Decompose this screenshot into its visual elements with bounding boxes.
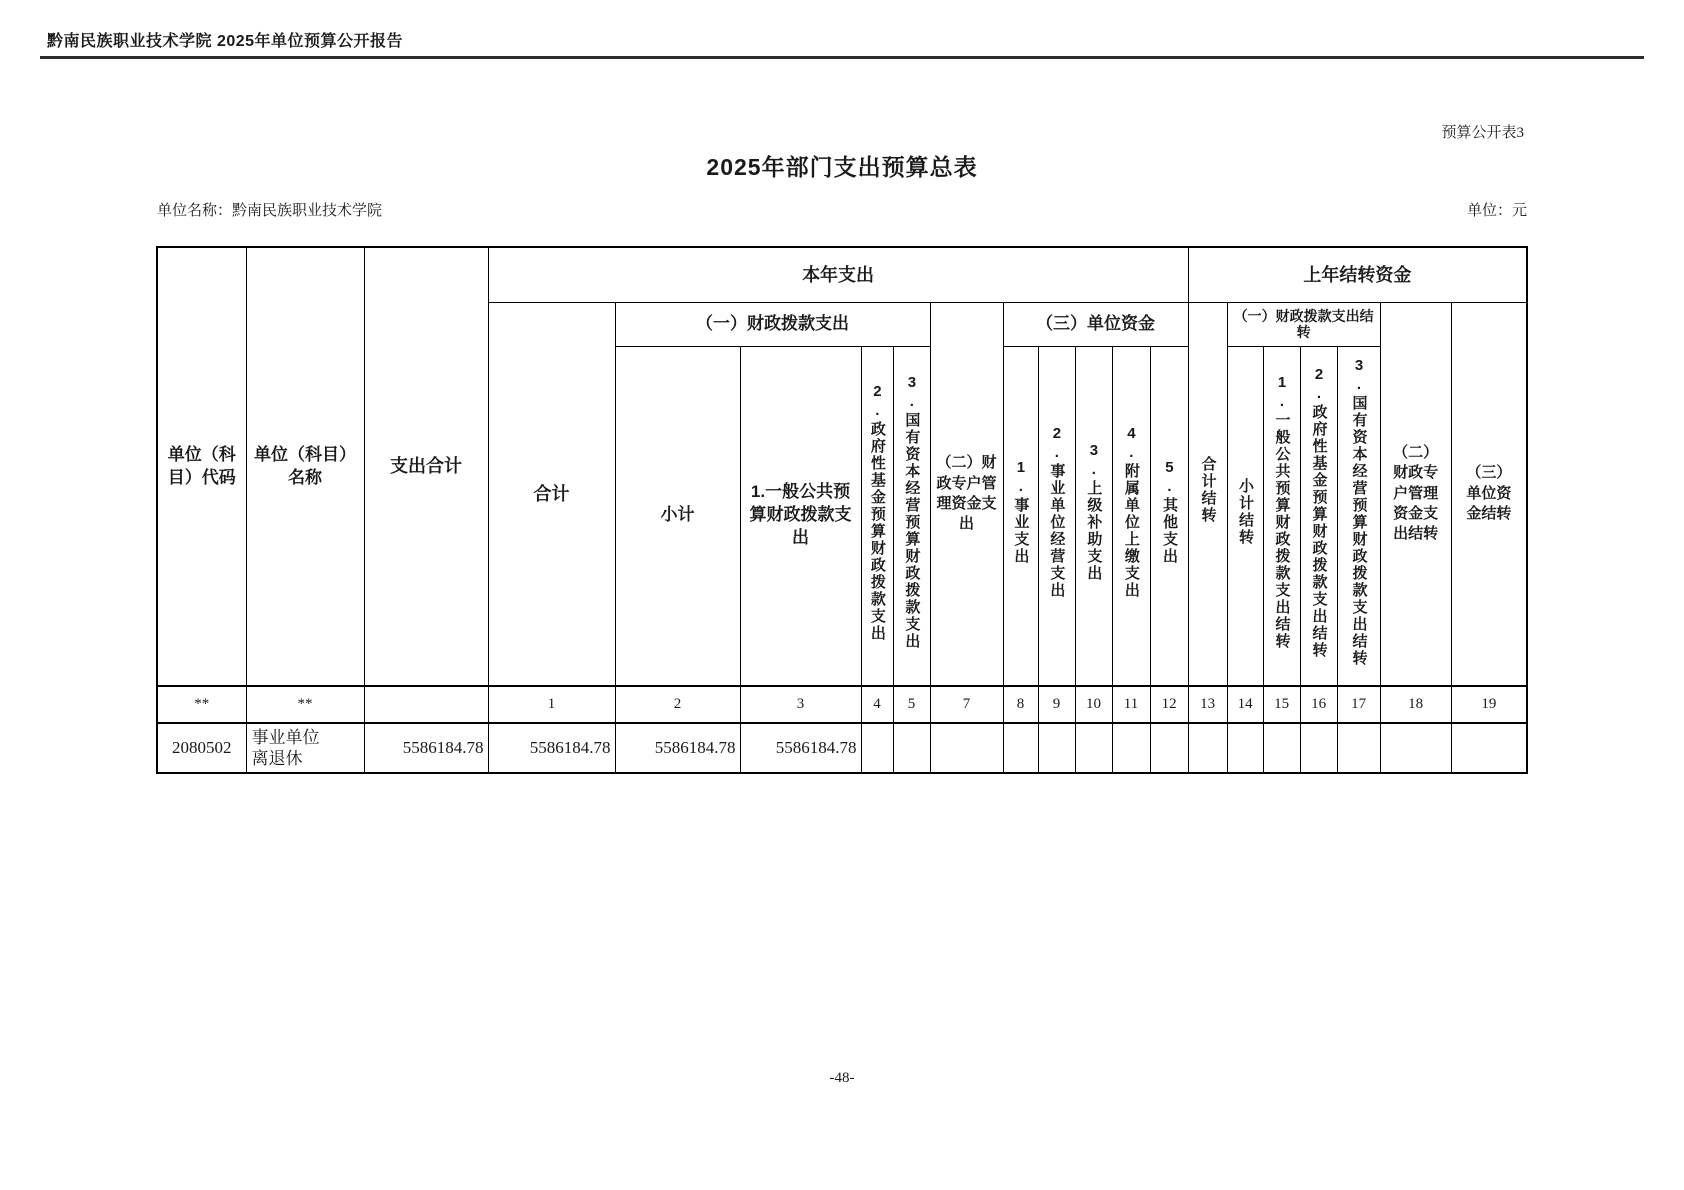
header-cy-gov-fund: 2.政府性基金预算财政拨款支出 [861, 346, 893, 686]
unit-of-measure-label: 单位：元 [1466, 203, 1527, 219]
cell-co-state-capital [1337, 723, 1380, 773]
header-cy-fiscal-group: （一）财政拨款支出 [615, 302, 930, 346]
budget-table [156, 246, 1528, 774]
number-cell: 3 [740, 686, 861, 723]
header-cy-unit-group: （三）单位资金 [1003, 302, 1188, 346]
header-cy-unit-business: 1.事业支出 [1003, 346, 1038, 686]
header-cy-subtotal: 小计 [615, 346, 740, 686]
cell-co-gov-fund [1300, 723, 1337, 773]
header-co-general: 1.一般公共预算财政拨款支出结转 [1263, 346, 1300, 686]
header-co-gov-fund: 2.政府性基金预算财政拨款支出结转 [1300, 346, 1337, 686]
column-number-row [157, 686, 1527, 723]
number-cell: 5 [893, 686, 930, 723]
cell-cy-gov-fund [861, 723, 893, 773]
header-expense-total: 支出合计 [364, 247, 488, 686]
cell-cy-total: 5586184.78 [488, 723, 615, 773]
header-carryover-group: 上年结转资金 [1188, 247, 1527, 302]
cell-unit-code: 2080502 [157, 723, 246, 773]
cell-cy-unit-other [1150, 723, 1188, 773]
cell-co-unit [1451, 723, 1527, 773]
number-cell: 1 [488, 686, 615, 723]
header-co-total: 合计结转 [1188, 302, 1227, 686]
header-co-unit: （三）单位资金结转 [1451, 302, 1527, 686]
number-cell: 15 [1263, 686, 1300, 723]
header-cy-unit-superior: 3.上级补助支出 [1075, 346, 1112, 686]
cell-cy-general: 5586184.78 [740, 723, 861, 773]
cell-cy-special-account [930, 723, 1003, 773]
header-co-subtotal: 小计结转 [1227, 346, 1263, 686]
header-current-year-group: 本年支出 [488, 247, 1188, 302]
number-cell: 13 [1188, 686, 1227, 723]
header-cy-special-account: （二）财政专户管理资金支出 [930, 302, 1003, 686]
page-title: 2025年部门支出预算总表 [706, 154, 978, 180]
header-cy-unit-other: 5.其他支出 [1150, 346, 1188, 686]
header-cy-state-capital: 3.国有资本经营预算财政拨款支出 [893, 346, 930, 686]
header-unit-code: 单位（科目）代码 [157, 247, 246, 686]
header-cy-unit-operation: 2.事业单位经营支出 [1038, 346, 1075, 686]
number-cell: ** [157, 686, 246, 723]
number-cell: 11 [1112, 686, 1150, 723]
unit-line [157, 199, 1527, 220]
cell-cy-unit-business [1003, 723, 1038, 773]
cell-co-general [1263, 723, 1300, 773]
number-cell: 12 [1150, 686, 1188, 723]
number-cell: 10 [1075, 686, 1112, 723]
header-cy-general: 1.一般公共预算财政拨款支出 [740, 346, 861, 686]
cell-cy-subtotal: 5586184.78 [615, 723, 740, 773]
header-cy-total: 合计 [488, 302, 615, 686]
cell-co-subtotal [1227, 723, 1263, 773]
number-cell: 4 [861, 686, 893, 723]
header-divider [40, 56, 1644, 59]
cell-co-special-account [1380, 723, 1451, 773]
budget-table-wrapper [156, 246, 1528, 774]
number-cell: 18 [1380, 686, 1451, 723]
number-cell: 19 [1451, 686, 1527, 723]
number-cell [364, 686, 488, 723]
cell-co-total [1188, 723, 1227, 773]
sheet-label: 预算公开表3 [1441, 125, 1524, 141]
header-cy-unit-affiliate: 4.附属单位上缴支出 [1112, 346, 1150, 686]
header-co-state-capital: 3.国有资本经营预算财政拨款支出结转 [1337, 346, 1380, 686]
document-header-note: 黔南民族职业技术学院 2025年单位预算公开报告 [47, 33, 404, 50]
header-co-fiscal-group: （一）财政拨款支出结转 [1227, 302, 1380, 346]
unit-name-label: 单位名称：黔南民族职业技术学院 [157, 203, 383, 219]
cell-unit-name: 事业单位离退休 [246, 723, 364, 773]
page-number: -48- [829, 1070, 855, 1086]
cell-expense-total: 5586184.78 [364, 723, 488, 773]
cell-cy-state-capital [893, 723, 930, 773]
number-cell: 7 [930, 686, 1003, 723]
number-cell: 9 [1038, 686, 1075, 723]
header-co-special-account: （二）财政专户管理资金支出结转 [1380, 302, 1451, 686]
number-cell: 14 [1227, 686, 1263, 723]
number-cell: 8 [1003, 686, 1038, 723]
number-cell: ** [246, 686, 364, 723]
cell-cy-unit-operation [1038, 723, 1075, 773]
number-cell: 16 [1300, 686, 1337, 723]
number-cell: 17 [1337, 686, 1380, 723]
table-row [157, 723, 1527, 773]
cell-cy-unit-superior [1075, 723, 1112, 773]
header-unit-name: 单位（科目）名称 [246, 247, 364, 686]
cell-cy-unit-affiliate [1112, 723, 1150, 773]
number-cell: 2 [615, 686, 740, 723]
